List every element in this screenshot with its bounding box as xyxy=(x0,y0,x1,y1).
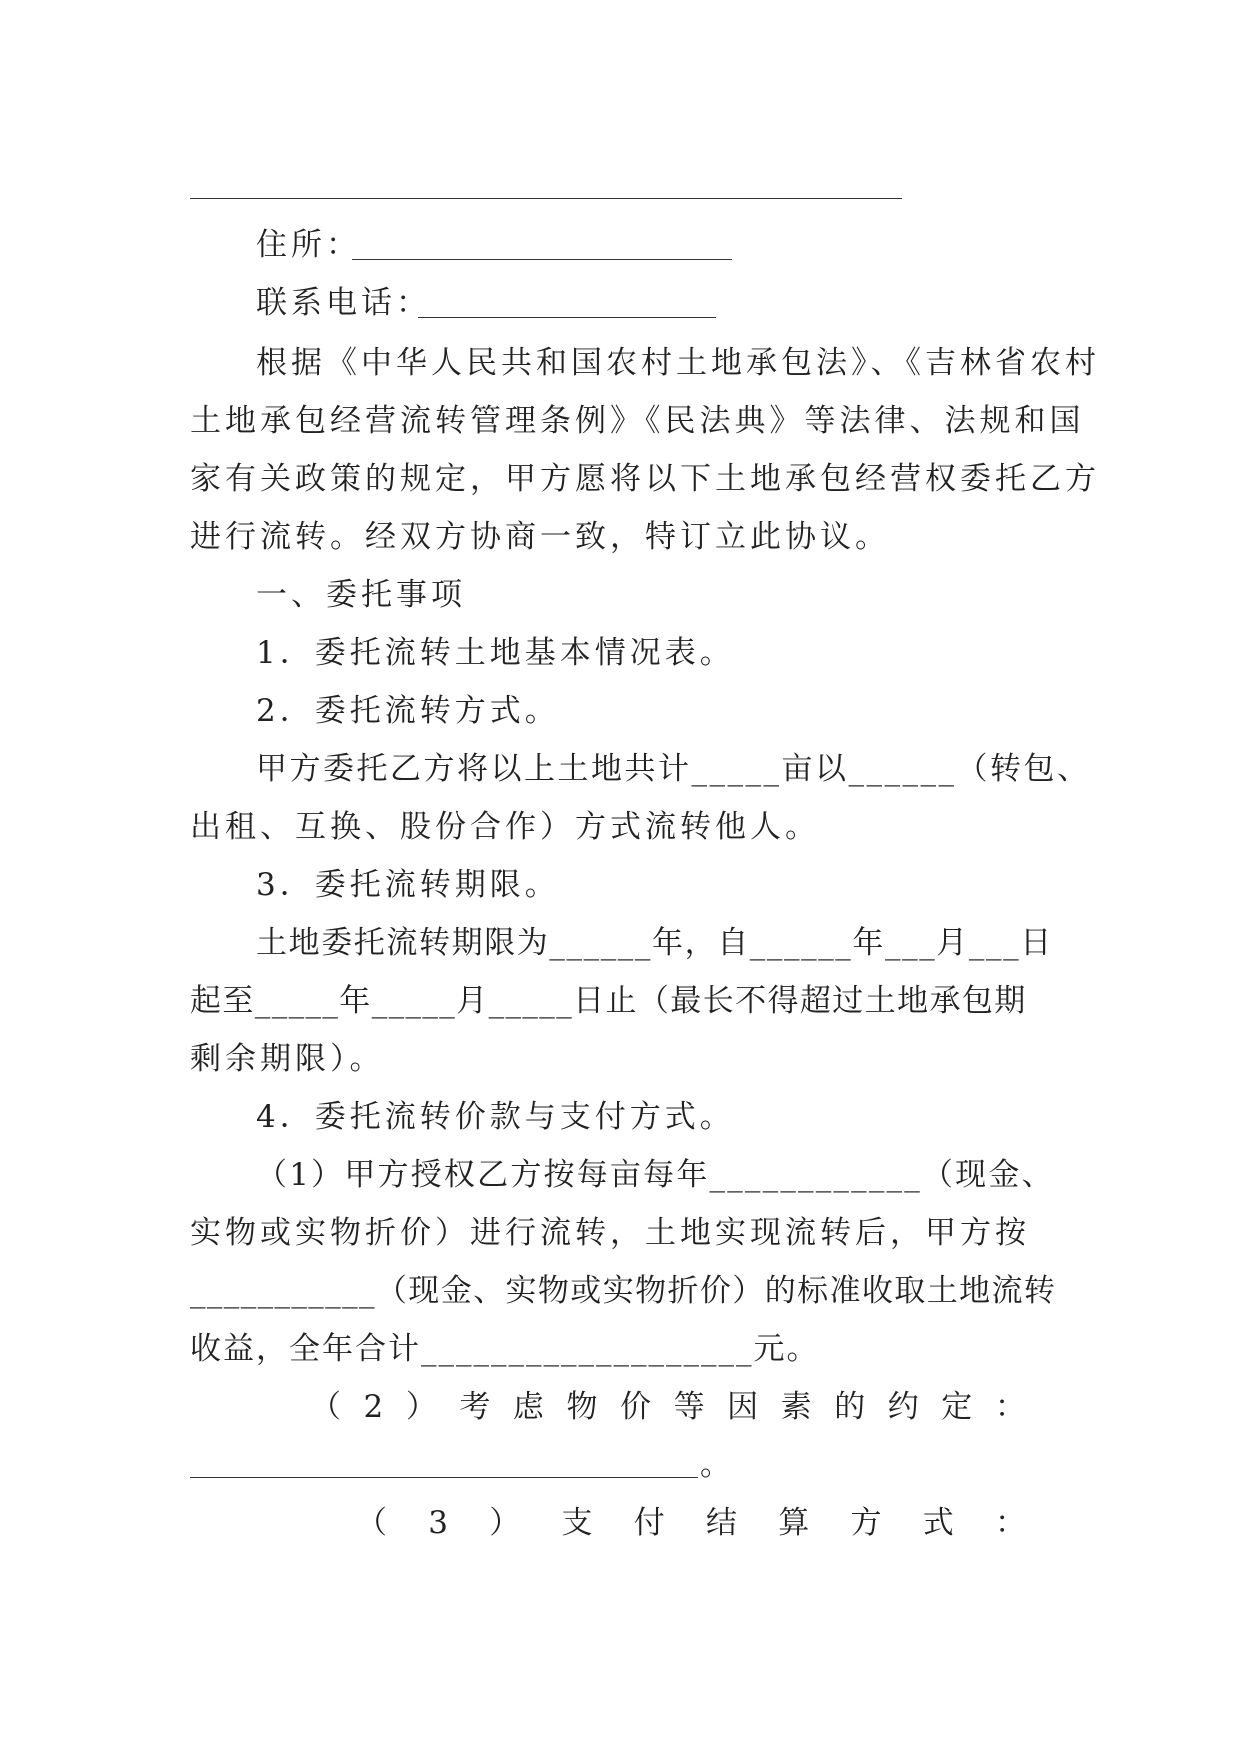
para1-line3: 家有关政策的规定，甲方愿将以下土地承包经营权委托乙方 xyxy=(190,461,1100,497)
p2-char: 考 xyxy=(459,1389,491,1425)
p3-char: 算 xyxy=(778,1505,810,1541)
para1-line1: 根据《中华人民共和国农村土地承包法》、《吉林省农村 xyxy=(256,345,1100,381)
item3-text-line1: 土地委托流转期限为______年，自______年___月___日 xyxy=(256,925,1053,961)
p3-char: 3 xyxy=(428,1505,448,1541)
address-label: 住所： xyxy=(256,227,361,263)
item2-text-line1: 甲方委托乙方将以上土地共计_____亩以______（转包、 xyxy=(256,751,1091,787)
section1-title: 一、委托事项 xyxy=(256,577,466,613)
item2-text-line2: 出租、互换、股份合作）方式流转他人。 xyxy=(190,809,820,845)
phone-label: 联系电话： xyxy=(256,285,431,321)
item4-p1-line1: （1）甲方授权乙方按每亩每年____________（现金、 xyxy=(256,1157,1055,1193)
p3-char: ： xyxy=(994,1505,1026,1541)
item2: 2．委托流转方式。 xyxy=(256,693,560,729)
p3-char: 付 xyxy=(633,1505,665,1541)
para1-line2: 土地承包经营流转管理条例》《民法典》等法律、法规和国 xyxy=(190,403,1085,439)
p2-char: ： xyxy=(994,1389,1026,1425)
item3: 3．委托流转期限。 xyxy=(256,867,560,903)
item4-p2-end: 。 xyxy=(700,1447,735,1483)
p2-char: 等 xyxy=(673,1389,705,1425)
address-blank xyxy=(352,259,732,260)
considerations-blank xyxy=(190,1477,698,1478)
p2-char: ） xyxy=(405,1389,437,1425)
p2-char: 价 xyxy=(620,1389,652,1425)
p2-char: 定 xyxy=(941,1389,973,1425)
item4-p3-line1 xyxy=(356,1503,1026,1543)
p2-char: 物 xyxy=(566,1389,598,1425)
item4: 4．委托流转价款与支付方式。 xyxy=(256,1099,735,1135)
p3-char: （ xyxy=(356,1505,387,1541)
p3-char: 方 xyxy=(850,1505,882,1541)
p2-char: 约 xyxy=(887,1389,919,1425)
blank-line-top xyxy=(190,198,902,199)
item3-text-line3: 剩余期限）。 xyxy=(190,1041,385,1077)
phone-blank xyxy=(418,317,716,318)
item4-p1-line2: 实物或实物折价）进行流转，土地实现流转后，甲方按 xyxy=(190,1215,1030,1251)
item4-p2-line1 xyxy=(310,1387,1026,1427)
item3-text-line2: 起至_____年_____月_____日止（最长不得超过土地承包期 xyxy=(190,983,1027,1019)
item4-p1-line4: 收益，全年合计___________________元。 xyxy=(190,1331,820,1367)
item1: 1．委托流转土地基本情况表。 xyxy=(256,635,735,671)
p3-char: 式 xyxy=(922,1505,954,1541)
p3-char: 结 xyxy=(705,1505,737,1541)
p2-char: 素 xyxy=(780,1389,812,1425)
p2-char: 的 xyxy=(834,1389,866,1425)
p2-char: 虑 xyxy=(512,1389,544,1425)
p2-char: （ xyxy=(310,1389,341,1425)
p2-char: 因 xyxy=(727,1389,759,1425)
p3-char: ） xyxy=(489,1505,521,1541)
p2-char: 2 xyxy=(363,1389,384,1425)
item4-p1-line3: ___________（现金、实物或实物折价）的标准收取土地流转 xyxy=(190,1273,1057,1309)
p3-char: 支 xyxy=(561,1505,593,1541)
para1-line4: 进行流转。经双方协商一致，特订立此协议。 xyxy=(190,519,890,555)
